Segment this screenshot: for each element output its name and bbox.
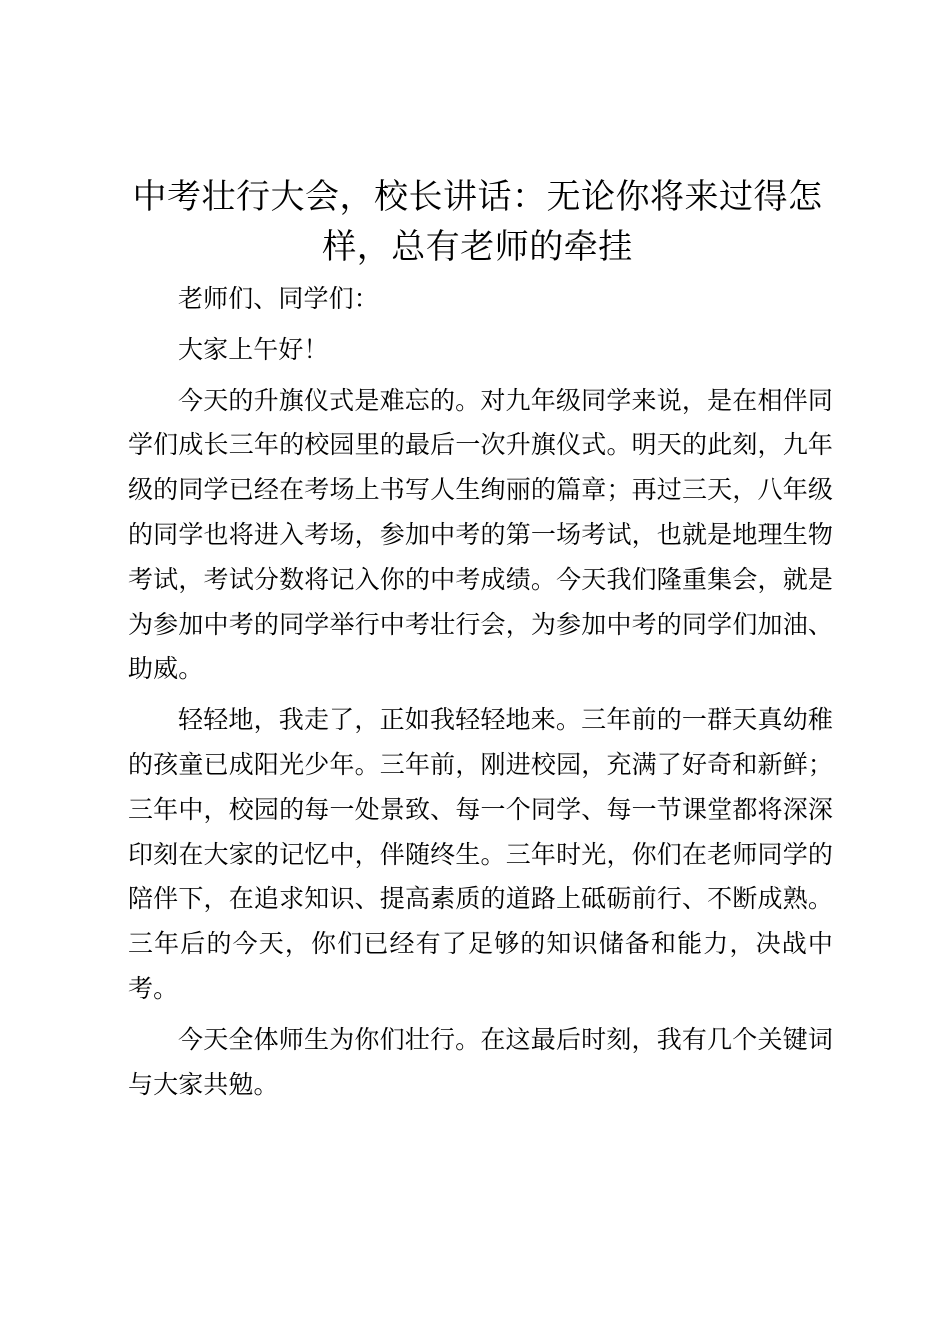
document-body	[128, 277, 833, 1113]
body-paragraph: 今天的升旗仪式是难忘的。对九年级同学来说，是在相伴同学们成长三年的校园里的最后一次升旗仪式。明天的此刻，九年级的同学已经在考场上书写人生绚丽的篇章；再过三天，八年级的同学也将进入考场，参加中考的第一场考试，也就是地理生物考试，考试分数将记入你的中考成绩。今天我们隆重集会，就是为参加中考的同学举行中考壮行会，为参加中考的同学们加油、助威。	[128, 385, 833, 684]
body-paragraph: 今天全体师生为你们壮行。在这最后时刻，我有几个关键词与大家共勉。	[128, 1024, 833, 1099]
body-paragraph: 轻轻地，我走了，正如我轻轻地来。三年前的一群天真幼稚的孩童已成阳光少年。三年前，刚进校园，充满了好奇和新鲜；三年中，校园的每一处景致、每一个同学、每一节课堂都将深深印刻在大家的记忆中，伴随终生。三年时光，你们在老师同学的陪伴下，在追求知识、提高素质的道路上砥砺前行、不断成熟。三年后的今天，你们已经有了足够的知识储备和能力，决战中考。	[128, 705, 833, 1003]
greeting-paragraph: 老师们、同学们：	[178, 284, 379, 313]
document-title: 中考壮行大会，校长讲话：无论你将来过得怎样，总有老师的牵挂	[132, 177, 823, 267]
salutation-paragraph: 大家上午好！	[178, 334, 329, 364]
